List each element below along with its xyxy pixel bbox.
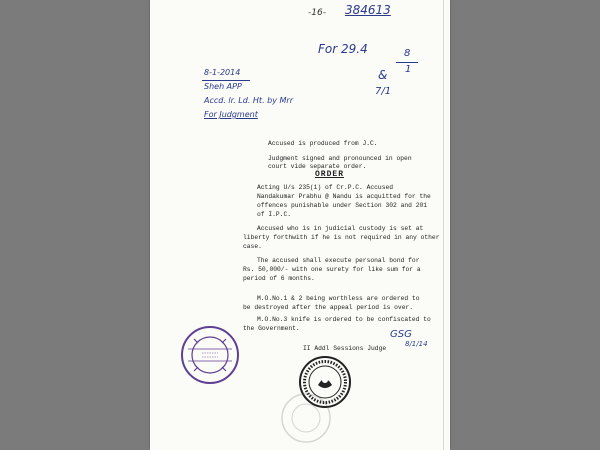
handwritten-mark-date: 7/1 bbox=[375, 86, 392, 97]
court-round-stamp bbox=[180, 325, 240, 385]
line-judgment-1: Judgment signed and pronounced in open bbox=[268, 155, 412, 162]
fraction-bottom: 1 bbox=[405, 64, 412, 75]
order-heading: ORDER bbox=[315, 170, 345, 179]
para1-line-3: offences punishable under Section 302 and 201 bbox=[257, 202, 428, 209]
proceeding-line-4: For Judgment bbox=[204, 110, 258, 119]
handwritten-mark: & bbox=[378, 68, 388, 82]
page-edge bbox=[443, 0, 444, 450]
para2-line-3: case. bbox=[243, 243, 262, 250]
embossed-seal-icon bbox=[280, 392, 332, 444]
fraction-line bbox=[396, 62, 418, 63]
signature-initials: GSG bbox=[390, 329, 412, 340]
fraction-top: 8 bbox=[404, 48, 411, 59]
para1-line-4: of I.P.C. bbox=[257, 211, 292, 218]
case-number: 384613 bbox=[345, 3, 391, 17]
proceeding-line-3: Accd. lr. Ld. Ht. by Mrr bbox=[204, 96, 293, 105]
line-produced: Accused is produced from J.C. bbox=[268, 140, 378, 147]
para3-line-3: period of 6 months. bbox=[243, 275, 315, 282]
proceeding-line-2: Sheh APP bbox=[204, 82, 242, 91]
para5-line-1: M.O.No.3 knife is ordered to be confiscated to bbox=[257, 316, 431, 323]
para4-line-1: M.O.No.1 & 2 being worthless are ordered to bbox=[257, 295, 420, 302]
para2-line-2: liberty forthwith if he is not required in any other bbox=[243, 234, 440, 241]
line-judgment-2: court vide separate order. bbox=[268, 163, 367, 170]
faint-embossed-seal bbox=[280, 392, 332, 444]
proceeding-date: 8-1-2014 bbox=[204, 68, 241, 77]
underline bbox=[202, 80, 250, 81]
para5-line-2: the Government. bbox=[243, 325, 300, 332]
para1-line-2: Nandakumar Prabhu @ Nandu is acquitted for the bbox=[257, 193, 431, 200]
judge-title: II Addl Sessions Judge bbox=[303, 345, 387, 352]
para3-line-2: Rs. 50,000/- with one surety for like sum for a bbox=[243, 266, 421, 273]
signature-date: 8/1/14 bbox=[405, 340, 428, 348]
for-note: For 29.4 bbox=[318, 42, 368, 56]
para4-line-2: be destroyed after the appeal period is over. bbox=[243, 304, 414, 311]
para3-line-1: The accused shall execute personal bond for bbox=[257, 257, 420, 264]
para1-line-1: Acting U/s 235(1) of Cr.P.C. Accused bbox=[257, 184, 394, 191]
round-stamp-icon bbox=[180, 325, 240, 385]
page-number: -16- bbox=[308, 8, 326, 18]
document-page bbox=[150, 0, 450, 450]
para2-line-1: Accused who is in judicial custody is set at bbox=[257, 225, 424, 232]
